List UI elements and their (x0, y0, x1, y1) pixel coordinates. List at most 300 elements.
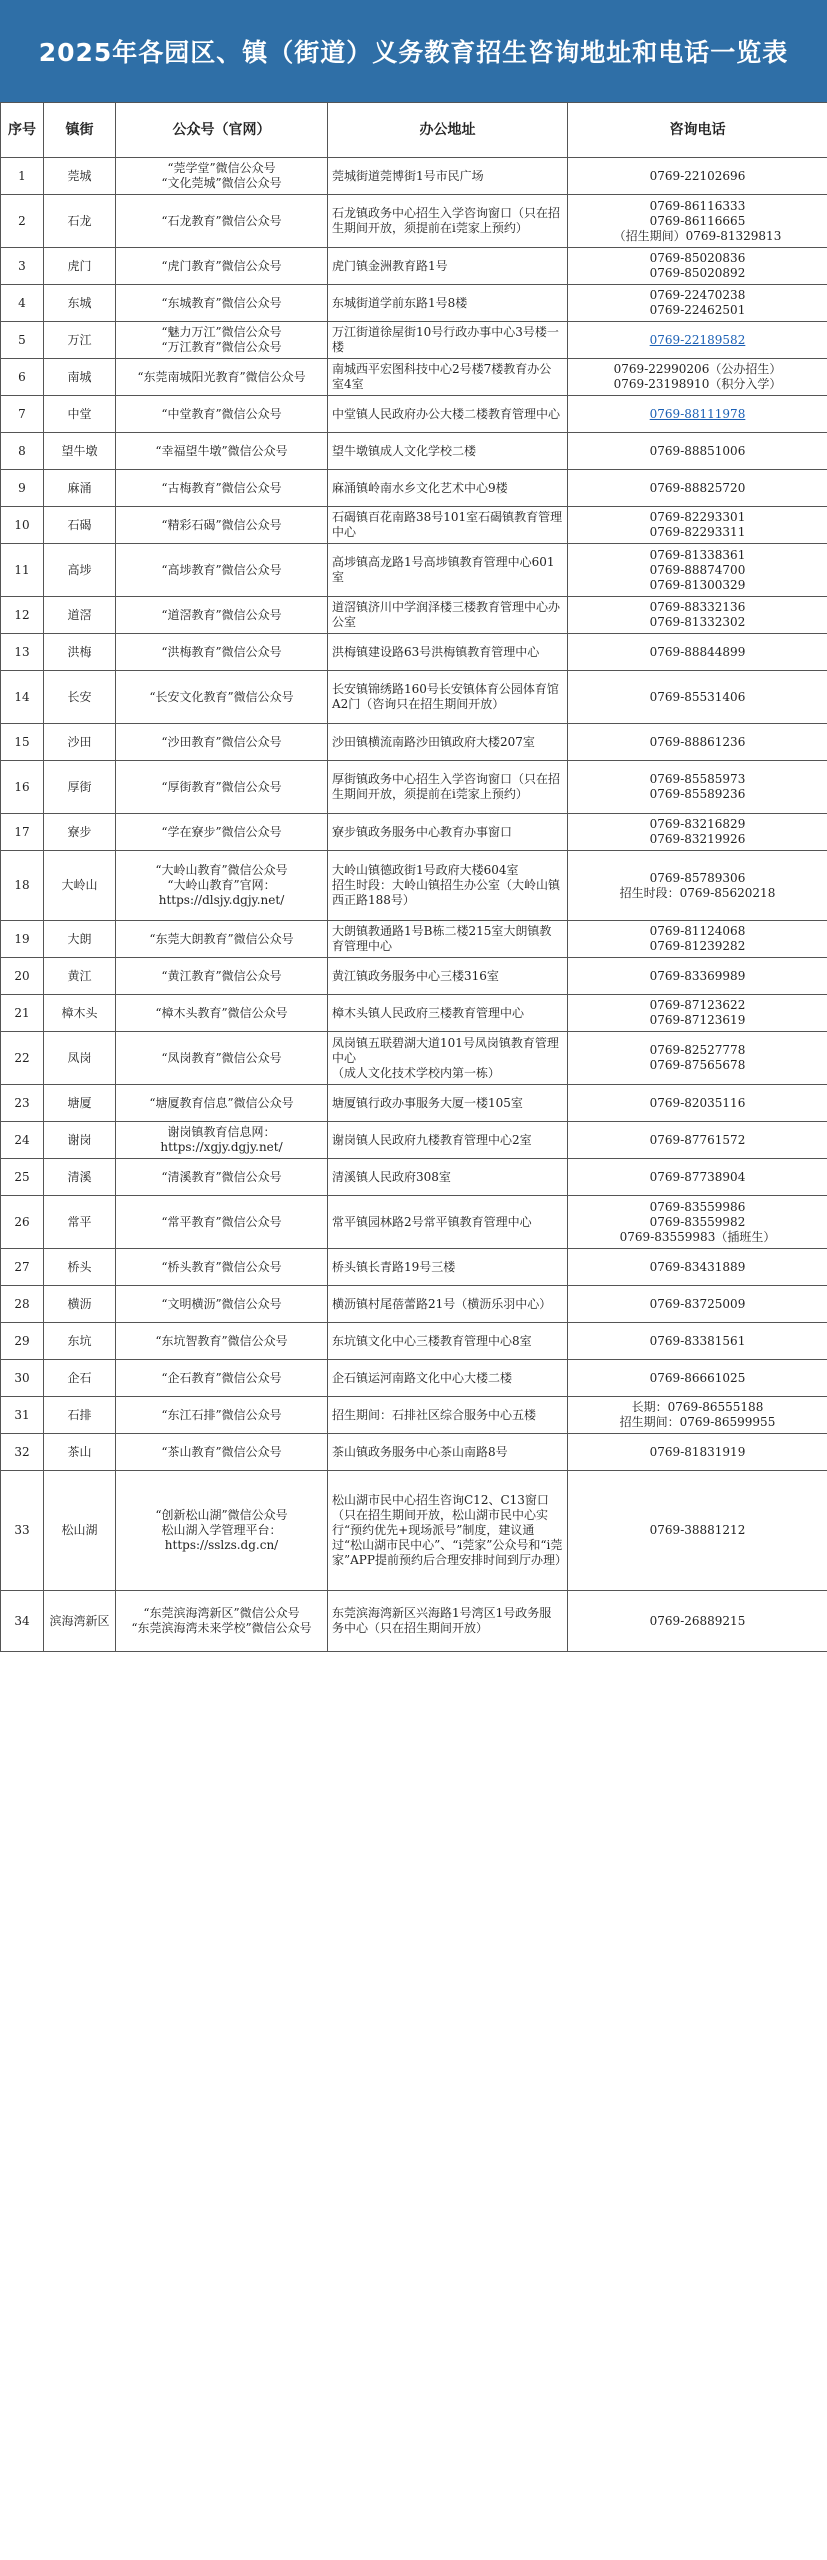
cell-no: 30 (1, 1360, 44, 1397)
table-row (1, 814, 827, 851)
phone-number: 0769-81239282 (649, 939, 746, 953)
phone-number: 0769-88851006 (649, 443, 746, 458)
phone-number: 0769-26889215 (649, 1613, 746, 1628)
cell-town: 谢岗 (44, 1122, 116, 1159)
table-row (1, 470, 827, 507)
phone-number[interactable]: 0769-22189582 (649, 332, 746, 347)
account-line: “文明横沥”微信公众号 (161, 1296, 282, 1311)
cell-address (328, 1032, 568, 1085)
cell-town: 凤岗 (44, 1032, 116, 1085)
cell-address (328, 1360, 568, 1397)
cell-phone (568, 1085, 827, 1122)
cell-account (116, 1591, 328, 1652)
phone-number: 长期：0769-86555188 (631, 1400, 764, 1414)
table-row (1, 851, 827, 921)
cell-town: 厚街 (44, 761, 116, 814)
phone-number: 0769-88874700 (649, 562, 746, 577)
table-row (1, 544, 827, 597)
cell-address (328, 1122, 568, 1159)
address-line: 常平镇园林路2号常平镇教育管理中心 (332, 1214, 532, 1229)
table-row (1, 396, 827, 433)
cell-no: 7 (1, 396, 44, 433)
table-row (1, 724, 827, 761)
cell-account (116, 433, 328, 470)
account-line: “古梅教育”微信公众号 (161, 480, 282, 495)
cell-no: 22 (1, 1032, 44, 1085)
cell-town: 麻涌 (44, 470, 116, 507)
cell-town: 樟木头 (44, 995, 116, 1032)
table-row (1, 995, 827, 1032)
table-row (1, 1591, 827, 1652)
account-line: “东坑智教育”微信公众号 (155, 1333, 288, 1348)
cell-address (328, 1591, 568, 1652)
phone-number: 0769-85020892 (649, 266, 746, 280)
cell-account (116, 544, 328, 597)
cell-address (328, 851, 568, 921)
account-line: “桥头教育”微信公众号 (161, 1259, 282, 1274)
cell-town: 长安 (44, 671, 116, 724)
header-row (1, 103, 827, 158)
cell-no: 23 (1, 1085, 44, 1122)
phone-number: 0769-81831919 (649, 1444, 746, 1459)
cell-town: 高埗 (44, 544, 116, 597)
address-line: （成人文化技术学校内第一栋） (332, 1065, 501, 1080)
table-row (1, 1122, 827, 1159)
account-line: “沙田教育”微信公众号 (161, 734, 282, 749)
account-line[interactable]: https://dlsjy.dgjy.net/ (158, 893, 285, 907)
phone-number: 0769-22990206（公办招生） (613, 362, 782, 376)
cell-account (116, 1249, 328, 1286)
account-line: “中堂教育”微信公众号 (161, 406, 282, 421)
cell-phone (568, 995, 827, 1032)
table-row (1, 921, 827, 958)
cell-phone (568, 1471, 827, 1591)
cell-phone (568, 761, 827, 814)
cell-no: 29 (1, 1323, 44, 1360)
cell-address (328, 359, 568, 396)
table-row (1, 1085, 827, 1122)
account-line: “东莞滨海湾新区”微信公众号 (143, 1606, 300, 1620)
cell-address (328, 322, 568, 359)
account-line: “长安文化教育”微信公众号 (149, 689, 294, 704)
phone-number: 招生期间：0769-86599955 (619, 1415, 776, 1429)
cell-town: 南城 (44, 359, 116, 396)
cell-address (328, 1471, 568, 1591)
phone-number: 0769-81124068 (649, 924, 746, 938)
cell-account (116, 285, 328, 322)
phone-number: （招生期间）0769-81329813 (613, 228, 782, 243)
phone-number: 0769-81300329 (649, 577, 746, 592)
cell-phone (568, 634, 827, 671)
address-line: 石龙镇政务中心招生入学咨询窗口（只在招生期间开放，须提前在i莞家上预约） (332, 206, 561, 235)
table-body (1, 158, 827, 1652)
account-line: “樟木头教育”微信公众号 (155, 1005, 288, 1020)
phone-number: 招生时段：0769-85620218 (619, 885, 776, 900)
phone-number: 0769-22102696 (649, 168, 746, 183)
address-line: 桥头镇长青路19号三楼 (332, 1259, 456, 1274)
cell-town: 道滘 (44, 597, 116, 634)
address-line: 寮步镇政务服务中心教育办事窗口 (332, 824, 513, 839)
header-phone: 咨询电话 (568, 103, 827, 158)
cell-address (328, 1085, 568, 1122)
cell-account (116, 1032, 328, 1085)
phone-number: 0769-22470238 (649, 288, 746, 302)
cell-address (328, 671, 568, 724)
cell-phone (568, 359, 827, 396)
address-line: 横沥镇村尾蓓蕾路21号（横沥乐羽中心） (332, 1296, 552, 1311)
address-line: 万江街道徐屋街10号行政办事中心3号楼一楼 (332, 325, 559, 354)
cell-address (328, 1159, 568, 1196)
cell-account (116, 1471, 328, 1591)
cell-account (116, 1397, 328, 1434)
cell-account (116, 507, 328, 544)
phone-number: 0769-83431889 (649, 1259, 746, 1274)
cell-no: 21 (1, 995, 44, 1032)
cell-no: 19 (1, 921, 44, 958)
address-line: 塘厦镇行政办事服务大厦一楼105室 (332, 1095, 523, 1110)
account-line: “石龙教育”微信公众号 (161, 213, 282, 228)
account-line: 谢岗镇教育信息网： (167, 1125, 276, 1139)
cell-no: 8 (1, 433, 44, 470)
address-line: 石碣镇百花南路38号101室石碣镇教育管理中心 (332, 510, 563, 539)
cell-no: 31 (1, 1397, 44, 1434)
cell-no: 33 (1, 1471, 44, 1591)
cell-no: 34 (1, 1591, 44, 1652)
cell-no: 13 (1, 634, 44, 671)
cell-town: 沙田 (44, 724, 116, 761)
cell-address (328, 544, 568, 597)
cell-address (328, 507, 568, 544)
cell-town: 黄江 (44, 958, 116, 995)
cell-phone (568, 1122, 827, 1159)
cell-account (116, 671, 328, 724)
cell-town: 清溪 (44, 1159, 116, 1196)
phone-number: 0769-87565678 (649, 1058, 746, 1072)
cell-no: 3 (1, 248, 44, 285)
phone-number: 0769-85585973 (649, 772, 746, 786)
account-line: “创新松山湖”微信公众号 (155, 1508, 288, 1522)
cell-address (328, 814, 568, 851)
account-line: “大岭山教育”官网： (167, 878, 276, 892)
account-line: “厚街教育”微信公众号 (161, 779, 282, 794)
cell-address (328, 1249, 568, 1286)
address-line: 厚街镇政务中心招生入学咨询窗口（只在招生期间开放，须提前在i莞家上预约） (332, 772, 561, 801)
account-line: “万江教育”微信公众号 (161, 340, 282, 354)
cell-account (116, 195, 328, 248)
phone-number: 0769-87738904 (649, 1169, 746, 1184)
cell-account (116, 1085, 328, 1122)
cell-phone (568, 1323, 827, 1360)
address-line: 南城西平宏图科技中心2号楼7楼教育办公室4室 (332, 362, 552, 391)
address-line: 大朗镇教通路1号B栋二楼215室大朗镇教育管理中心 (332, 924, 552, 953)
table-row (1, 597, 827, 634)
account-line: “大岭山教育”微信公众号 (155, 863, 288, 877)
cell-phone (568, 285, 827, 322)
cell-no: 20 (1, 958, 44, 995)
table-row (1, 1397, 827, 1434)
phone-number: 0769-85020836 (649, 251, 746, 265)
cell-no: 16 (1, 761, 44, 814)
address-line: 清溪镇人民政府308室 (332, 1169, 451, 1184)
cell-town: 石排 (44, 1397, 116, 1434)
cell-phone (568, 544, 827, 597)
cell-phone (568, 322, 827, 359)
cell-address (328, 433, 568, 470)
cell-no: 9 (1, 470, 44, 507)
address-line: 招生时段：大岭山镇招生办公室（大岭山镇西正路188号） (332, 878, 561, 907)
cell-address (328, 470, 568, 507)
phone-number: 0769-87123622 (649, 998, 746, 1012)
enrollment-contact-table (0, 102, 827, 1652)
address-line: 谢岗镇人民政府九楼教育管理中心2室 (332, 1132, 532, 1147)
address-line: 茶山镇政务服务中心茶山南路8号 (332, 1444, 508, 1459)
phone-number: 0769-83219926 (649, 832, 746, 846)
cell-no: 15 (1, 724, 44, 761)
phone-number: 0769-83369989 (649, 968, 746, 983)
cell-no: 18 (1, 851, 44, 921)
phone-number: 0769-86116665 (649, 213, 746, 228)
header-town: 镇街 (44, 103, 116, 158)
cell-no: 12 (1, 597, 44, 634)
cell-address (328, 1196, 568, 1249)
page-title: 2025年各园区、镇（街道）义务教育招生咨询地址和电话一览表 (0, 0, 827, 102)
table-row (1, 671, 827, 724)
cell-town: 松山湖 (44, 1471, 116, 1591)
address-line: 凤岗镇五联碧湖大道101号凤岗镇教育管理中心 (332, 1035, 559, 1065)
address-line: 洪梅镇建设路63号洪梅镇教育管理中心 (332, 644, 540, 659)
cell-town: 东坑 (44, 1323, 116, 1360)
cell-address (328, 248, 568, 285)
account-line: “幸福望牛墩”微信公众号 (155, 443, 288, 458)
cell-account (116, 597, 328, 634)
cell-account (116, 248, 328, 285)
cell-phone (568, 470, 827, 507)
cell-address (328, 1286, 568, 1323)
cell-address (328, 1323, 568, 1360)
account-line: “常平教育”微信公众号 (161, 1214, 282, 1229)
account-line: “企石教育”微信公众号 (161, 1370, 282, 1385)
phone-number: 0769-85531406 (649, 689, 746, 704)
account-line: “魅力万江”微信公众号 (161, 325, 282, 339)
header-account: 公众号（官网） (116, 103, 328, 158)
address-line: 东坑镇文化中心三楼教育管理中心8室 (332, 1333, 532, 1348)
cell-account (116, 958, 328, 995)
phone-number[interactable]: 0769-88111978 (649, 406, 746, 421)
cell-phone (568, 1032, 827, 1085)
cell-account (116, 921, 328, 958)
table-row (1, 1323, 827, 1360)
cell-account (116, 1323, 328, 1360)
cell-address (328, 597, 568, 634)
phone-number: 0769-88861236 (649, 734, 746, 749)
cell-account (116, 1434, 328, 1471)
table-row (1, 248, 827, 285)
cell-town: 桥头 (44, 1249, 116, 1286)
cell-town: 塘厦 (44, 1085, 116, 1122)
cell-town: 望牛墩 (44, 433, 116, 470)
phone-number: 0769-22462501 (649, 303, 746, 317)
cell-address (328, 724, 568, 761)
cell-account (116, 470, 328, 507)
cell-phone (568, 724, 827, 761)
cell-no: 4 (1, 285, 44, 322)
account-line: “东莞南城阳光教育”微信公众号 (137, 369, 306, 384)
cell-address (328, 1397, 568, 1434)
cell-account (116, 634, 328, 671)
cell-town: 茶山 (44, 1434, 116, 1471)
phone-number: 0769-83559982 (649, 1214, 746, 1229)
table-row (1, 507, 827, 544)
cell-address (328, 958, 568, 995)
cell-phone (568, 958, 827, 995)
cell-account (116, 1286, 328, 1323)
account-line: “黄江教育”微信公众号 (161, 968, 282, 983)
cell-account (116, 851, 328, 921)
address-line: 虎门镇金洲教育路1号 (332, 258, 448, 273)
cell-account (116, 158, 328, 195)
phone-number: 0769-86661025 (649, 1370, 746, 1385)
table-row (1, 285, 827, 322)
address-line: 长安镇锦绣路160号长安镇体育公园体育馆A2门（咨询只在招生期间开放） (332, 682, 559, 711)
account-line: “洪梅教育”微信公众号 (161, 644, 282, 659)
cell-phone (568, 1360, 827, 1397)
cell-no: 11 (1, 544, 44, 597)
account-line: “茶山教育”微信公众号 (161, 1444, 282, 1459)
cell-phone (568, 248, 827, 285)
phone-number: 0769-88825720 (649, 480, 746, 495)
table-row (1, 761, 827, 814)
cell-phone (568, 396, 827, 433)
address-line: 莞城街道莞博街1号市民广场 (332, 168, 484, 183)
phone-number: 0769-88332136 (649, 600, 746, 614)
cell-no: 26 (1, 1196, 44, 1249)
cell-phone (568, 921, 827, 958)
cell-address (328, 1434, 568, 1471)
cell-town: 企石 (44, 1360, 116, 1397)
cell-phone (568, 1434, 827, 1471)
cell-phone (568, 1159, 827, 1196)
header-address: 办公地址 (328, 103, 568, 158)
table-row (1, 1471, 827, 1591)
cell-phone (568, 1286, 827, 1323)
cell-town: 寮步 (44, 814, 116, 851)
phone-number: 0769-38881212 (649, 1523, 746, 1537)
cell-no: 32 (1, 1434, 44, 1471)
phone-number: 0769-81338361 (649, 547, 746, 562)
phone-number: 0769-82293301 (649, 510, 746, 524)
table-row (1, 958, 827, 995)
address-line: 东城街道学前东路1号8楼 (332, 295, 468, 310)
phone-number: 0769-82293311 (649, 525, 746, 539)
account-line: “东江石排”微信公众号 (161, 1407, 282, 1422)
cell-town: 常平 (44, 1196, 116, 1249)
cell-no: 6 (1, 359, 44, 396)
account-line: “塘厦教育信息”微信公众号 (149, 1095, 294, 1110)
table-row (1, 433, 827, 470)
account-line[interactable]: https://xgjy.dgjy.net/ (160, 1140, 283, 1154)
cell-phone (568, 814, 827, 851)
cell-town: 大朗 (44, 921, 116, 958)
account-line: “东城教育”微信公众号 (161, 295, 282, 310)
cell-address (328, 285, 568, 322)
address-line: 樟木头镇人民政府三楼教育管理中心 (332, 1005, 525, 1020)
phone-number: 0769-83216829 (649, 817, 746, 831)
cell-phone (568, 1591, 827, 1652)
cell-town: 虎门 (44, 248, 116, 285)
cell-address (328, 921, 568, 958)
cell-town: 万江 (44, 322, 116, 359)
phone-number: 0769-82527778 (649, 1043, 746, 1057)
address-line: 东莞滨海湾新区兴海路1号湾区1号政务服务中心（只在招生期间开放） (332, 1606, 552, 1635)
table-row (1, 1196, 827, 1249)
address-line: 沙田镇横流南路沙田镇政府大楼207室 (332, 734, 535, 749)
cell-town: 莞城 (44, 158, 116, 195)
cell-account (116, 724, 328, 761)
cell-town: 石龙 (44, 195, 116, 248)
cell-town: 东城 (44, 285, 116, 322)
phone-number: 0769-83725009 (649, 1296, 746, 1311)
cell-no: 24 (1, 1122, 44, 1159)
table-row (1, 1032, 827, 1085)
cell-town: 滨海湾新区 (44, 1591, 116, 1652)
cell-address (328, 995, 568, 1032)
cell-no: 14 (1, 671, 44, 724)
cell-phone (568, 1249, 827, 1286)
address-line: 大岭山镇德政街1号政府大楼604室 (332, 863, 519, 877)
table-row (1, 322, 827, 359)
table-header (1, 103, 827, 158)
account-line: “清溪教育”微信公众号 (161, 1169, 282, 1184)
address-line: 企石镇运河南路文化中心大楼二楼 (332, 1370, 513, 1385)
cell-town: 洪梅 (44, 634, 116, 671)
account-line: 松山湖入学管理平台： (161, 1523, 282, 1537)
cell-account (116, 359, 328, 396)
cell-phone (568, 158, 827, 195)
table-row (1, 1159, 827, 1196)
address-line: 麻涌镇岭南水乡文化艺术中心9楼 (332, 480, 508, 495)
table-row (1, 1249, 827, 1286)
cell-account (116, 322, 328, 359)
cell-address (328, 634, 568, 671)
cell-town: 石碣 (44, 507, 116, 544)
table-row (1, 158, 827, 195)
account-line: “凤岗教育”微信公众号 (161, 1050, 282, 1065)
cell-no: 2 (1, 195, 44, 248)
account-line: “东莞滨海湾未来学校”微信公众号 (131, 1621, 312, 1635)
cell-phone (568, 597, 827, 634)
account-line: “道滘教育”微信公众号 (161, 607, 282, 622)
account-line: “精彩石碣”微信公众号 (161, 517, 282, 532)
account-line[interactable]: https://sslzs.dg.cn/ (164, 1538, 279, 1552)
cell-phone (568, 1397, 827, 1434)
phone-number: 0769-82035116 (649, 1095, 746, 1110)
address-line: 望牛墩镇成人文化学校二楼 (332, 443, 477, 458)
phone-number: 0769-83559983（插班生） (619, 1229, 776, 1244)
address-line: 道滘镇济川中学润泽楼三楼教育管理中心办公室 (332, 600, 561, 629)
phone-number: 0769-23198910（积分入学） (613, 377, 782, 391)
cell-no: 17 (1, 814, 44, 851)
address-line: 黄江镇政务服务中心三楼316室 (332, 968, 499, 983)
cell-account (116, 1122, 328, 1159)
table-row (1, 1286, 827, 1323)
account-line: “文化莞城”微信公众号 (161, 176, 282, 190)
cell-no: 25 (1, 1159, 44, 1196)
cell-account (116, 814, 328, 851)
cell-address (328, 195, 568, 248)
phone-number: 0769-86116333 (649, 198, 746, 213)
cell-address (328, 396, 568, 433)
address-line: 中堂镇人民政府办公大楼二楼教育管理中心 (332, 406, 561, 421)
